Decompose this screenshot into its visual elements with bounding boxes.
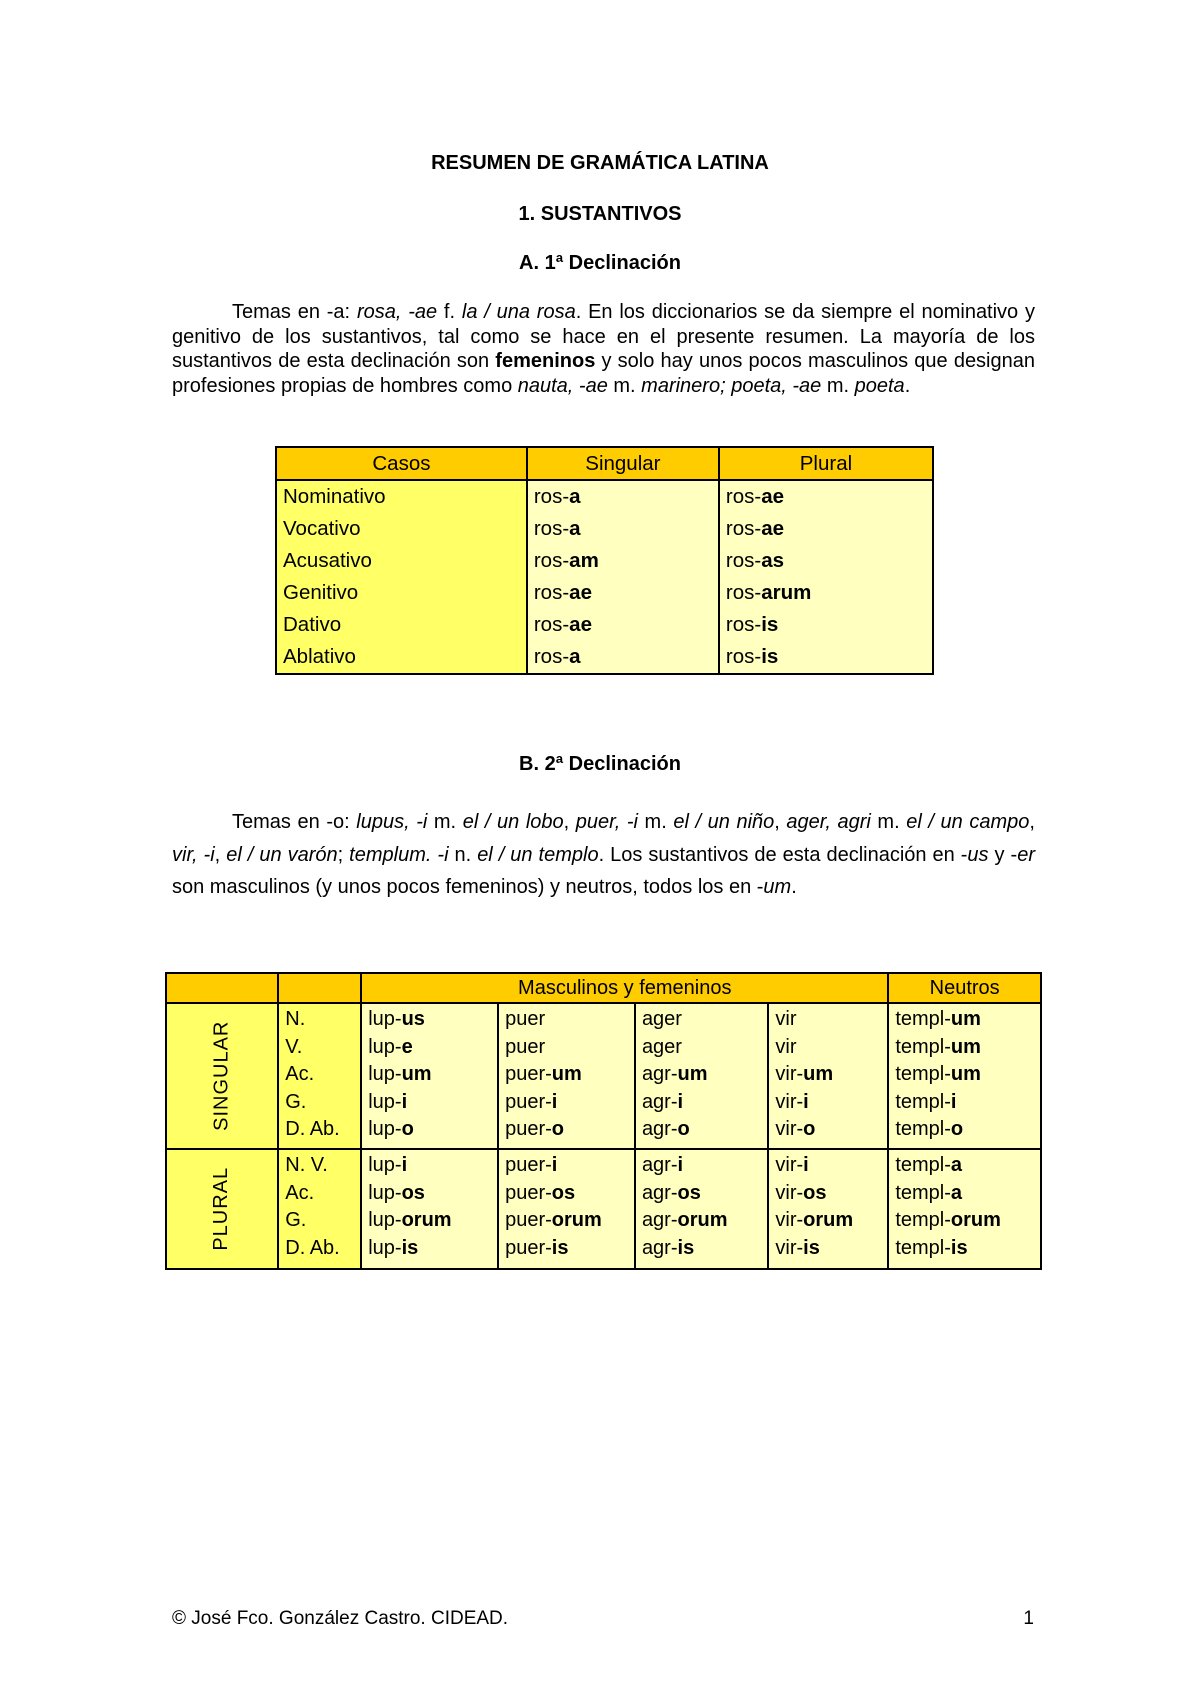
- document-title: RESUMEN DE GRAMÁTICA LATINA: [431, 152, 769, 174]
- case-name: Vocativo: [276, 513, 527, 545]
- stem: templ-: [895, 1063, 951, 1085]
- text-run: n.: [448, 843, 478, 866]
- ending: i: [950, 1090, 957, 1113]
- ending: i: [551, 1090, 558, 1113]
- singular-form: [527, 609, 719, 641]
- declined-form: [895, 1006, 1034, 1034]
- table-row: [276, 609, 933, 641]
- stem: ros-: [533, 549, 570, 572]
- stem: puer: [505, 1035, 546, 1058]
- text-run: ;: [337, 843, 350, 866]
- ending: ae: [569, 581, 592, 604]
- ending: is: [803, 1236, 820, 1259]
- ending: um: [401, 1063, 432, 1085]
- text-run: m.: [427, 811, 463, 833]
- column-header-singular: Singular: [527, 447, 719, 480]
- stem: agr-: [641, 1118, 678, 1140]
- stem: templ-: [895, 1154, 951, 1176]
- plural-form: [719, 513, 933, 545]
- declined-form: [775, 1235, 881, 1263]
- stem: ros-: [725, 645, 762, 668]
- text-run: .: [904, 374, 911, 397]
- text-run: femeninos: [495, 350, 596, 373]
- declined-form: [895, 1180, 1034, 1208]
- plural-row-group: [166, 1149, 1041, 1269]
- declension-2-heading: B. 2ª Declinación: [519, 753, 681, 775]
- text-run: Temas en -a:: [232, 301, 357, 323]
- ager-plural-forms: [635, 1149, 768, 1269]
- plural-form: [719, 480, 933, 513]
- table-row: [276, 641, 933, 674]
- vir-plural-forms: [768, 1149, 888, 1269]
- stem: templ-: [895, 1008, 951, 1030]
- ending: a: [569, 645, 581, 668]
- puer-singular-forms: [498, 1003, 635, 1149]
- text-run: Temas en -o:: [232, 811, 357, 833]
- stem: ros-: [533, 645, 570, 668]
- text-run: ,: [214, 843, 227, 866]
- declined-form: [368, 1235, 491, 1263]
- declined-form: [505, 1235, 628, 1263]
- declined-form: [505, 1207, 628, 1235]
- declined-form: [775, 1089, 881, 1117]
- ending: os: [551, 1181, 576, 1204]
- stem: lup-: [368, 1209, 402, 1231]
- ending: am: [569, 549, 599, 572]
- templum-singular-forms: [888, 1003, 1041, 1149]
- declined-form: [895, 1116, 1034, 1144]
- declined-form: [505, 1089, 628, 1117]
- ending: is: [761, 613, 779, 636]
- header-blank: [166, 973, 278, 1003]
- stem: vir: [775, 1008, 797, 1030]
- text-run: rosa, -ae: [356, 301, 438, 323]
- ending: i: [401, 1154, 408, 1176]
- declined-form: [642, 1207, 761, 1235]
- ending: um: [950, 1035, 981, 1058]
- case-name: Dativo: [276, 609, 527, 641]
- stem: puer-: [505, 1236, 552, 1259]
- ending: o: [677, 1118, 690, 1140]
- ending: os: [803, 1181, 827, 1204]
- case-name: Nominativo: [276, 480, 527, 513]
- stem: lup-: [368, 1118, 402, 1140]
- declined-form: [368, 1180, 491, 1208]
- stem: vir-: [775, 1090, 804, 1113]
- text-run: marinero; poeta, -ae: [641, 374, 822, 397]
- declined-form: [505, 1152, 628, 1180]
- stem: vir-: [775, 1181, 804, 1204]
- declined-form: [642, 1152, 761, 1180]
- text-run: . En los diccionarios se da siempre el nominativo y genitivo de los sustantivos, tal como se hace en el presente resumen. La mayoría de los sustantivos de esta declinación son: [172, 301, 1035, 373]
- stem: lup-: [368, 1063, 402, 1085]
- ending: a: [569, 517, 581, 540]
- templum-plural-forms: [888, 1149, 1041, 1269]
- plural-form: [719, 641, 933, 674]
- ending: a: [950, 1181, 963, 1204]
- table-row: [276, 480, 933, 513]
- stem: agr-: [641, 1063, 678, 1085]
- text-run: vir, -i: [172, 843, 215, 866]
- ending: is: [677, 1236, 695, 1259]
- stem: vir: [775, 1035, 797, 1058]
- ending: ae: [761, 517, 785, 540]
- ending: is: [551, 1236, 569, 1259]
- ending: o: [803, 1118, 816, 1140]
- column-header-casos: Casos: [276, 447, 527, 480]
- declined-form: [775, 1061, 881, 1089]
- text-run: el / un niño: [673, 811, 775, 833]
- stem: puer: [505, 1008, 546, 1030]
- singular-form: [527, 513, 719, 545]
- declension-1-heading: A. 1ª Declinación: [519, 252, 681, 274]
- lupus-singular-forms: [361, 1003, 498, 1149]
- table-header-row: [166, 973, 1041, 1003]
- text-run: templum. -i: [349, 843, 449, 866]
- ending: i: [677, 1154, 684, 1176]
- text-run: el / un campo: [906, 811, 1030, 833]
- declined-form: [642, 1180, 761, 1208]
- stem: templ-: [895, 1118, 951, 1140]
- text-run: nauta, -ae: [517, 374, 608, 397]
- text-run: lupus, -i: [356, 811, 428, 833]
- ending: orum: [803, 1209, 854, 1231]
- ending: i: [803, 1090, 809, 1113]
- text-run: m.: [870, 811, 907, 833]
- stem: puer-: [505, 1063, 552, 1085]
- plural-label: PLURAL: [210, 1167, 233, 1251]
- text-run: ,: [563, 811, 576, 833]
- ending: ae: [569, 613, 592, 636]
- page-footer: [172, 1608, 1034, 1630]
- ending: um: [950, 1008, 981, 1030]
- ending: orum: [950, 1209, 1001, 1231]
- case-abbreviation: G.: [285, 1090, 307, 1113]
- declined-form: [895, 1235, 1034, 1263]
- ending: i: [677, 1090, 684, 1113]
- header-masculine-feminine: Masculinos y femeninos: [361, 973, 888, 1003]
- stem: templ-: [895, 1181, 951, 1204]
- case-abbreviation: G.: [285, 1209, 307, 1231]
- text-run: y -: [988, 843, 1018, 866]
- declined-form: [895, 1089, 1034, 1117]
- stem: lup-: [368, 1035, 402, 1058]
- declined-form: [775, 1152, 881, 1180]
- text-run: m.: [607, 374, 642, 397]
- ending: orum: [551, 1209, 602, 1231]
- declined-form: [505, 1006, 628, 1034]
- case-abbreviation: N. V.: [285, 1154, 328, 1176]
- declined-form: [642, 1034, 761, 1062]
- ending: is: [401, 1236, 419, 1259]
- header-neuter: Neutros: [888, 973, 1041, 1003]
- declined-form: [775, 1180, 881, 1208]
- singular-form: [527, 577, 719, 609]
- text-run: poeta: [854, 374, 905, 397]
- case-abbreviation: V.: [285, 1035, 303, 1058]
- singular-label-cell: [166, 1003, 278, 1149]
- case-name: Genitivo: [276, 577, 527, 609]
- text-run: el / un varón: [226, 843, 338, 866]
- text-run: el / un lobo: [462, 811, 564, 833]
- declined-form: [895, 1034, 1034, 1062]
- ager-singular-forms: [635, 1003, 768, 1149]
- second-declension-table: [165, 972, 1042, 1270]
- ending: is: [761, 645, 779, 668]
- ending: arum: [761, 581, 812, 604]
- stem: puer-: [505, 1209, 552, 1231]
- declined-form: [642, 1061, 761, 1089]
- stem: agr-: [641, 1181, 678, 1204]
- declension-1-paragraph: [172, 300, 1035, 398]
- declined-form: [368, 1061, 491, 1089]
- table-row: [276, 545, 933, 577]
- stem: ros-: [725, 517, 762, 540]
- stem: templ-: [895, 1209, 951, 1231]
- declined-form: [642, 1235, 761, 1263]
- declined-form: [505, 1116, 628, 1144]
- column-header-plural: Plural: [719, 447, 933, 480]
- stem: ros-: [533, 517, 570, 540]
- ending: as: [761, 549, 785, 572]
- ending: um: [677, 1063, 708, 1085]
- stem: agr-: [641, 1090, 678, 1113]
- ending: os: [677, 1181, 701, 1204]
- stem: agr-: [641, 1209, 678, 1231]
- declined-form: [775, 1116, 881, 1144]
- singular-form: [527, 641, 719, 674]
- plural-form: [719, 545, 933, 577]
- ending: is: [950, 1236, 968, 1259]
- case-abbreviation: D. Ab.: [285, 1236, 340, 1259]
- declined-form: [895, 1207, 1034, 1235]
- declined-form: [895, 1152, 1034, 1180]
- ending: i: [803, 1154, 809, 1176]
- table-row: [276, 513, 933, 545]
- ending: a: [950, 1154, 963, 1176]
- ending: i: [551, 1154, 558, 1176]
- declined-form: [642, 1116, 761, 1144]
- stem: lup-: [368, 1008, 402, 1030]
- stem: puer-: [505, 1118, 552, 1140]
- text-run: f.: [437, 301, 462, 323]
- text-run: puer, -i: [575, 811, 638, 833]
- declined-form: [505, 1180, 628, 1208]
- case-abbreviation: Ac.: [285, 1181, 315, 1204]
- stem: puer-: [505, 1154, 552, 1176]
- singular-form: [527, 480, 719, 513]
- singular-case-abbreviations: [278, 1003, 361, 1149]
- case-abbreviation: Ac.: [285, 1063, 315, 1085]
- declension-2-paragraph: [172, 806, 1035, 904]
- stem: agr-: [641, 1154, 678, 1176]
- declined-form: [368, 1207, 491, 1235]
- singular-form: [527, 545, 719, 577]
- plural-case-abbreviations: [278, 1149, 361, 1269]
- stem: templ-: [895, 1035, 951, 1058]
- declined-form: [368, 1152, 491, 1180]
- ending: orum: [401, 1209, 452, 1231]
- plural-label-cell: [166, 1149, 278, 1269]
- text-run: son masculinos (y unos pocos femeninos) y neutros, todos los en -: [172, 876, 764, 898]
- text-run: ager, agri: [786, 811, 871, 833]
- stem: ros-: [725, 485, 762, 508]
- stem: ager: [641, 1008, 682, 1030]
- declined-form: [368, 1116, 491, 1144]
- stem: vir-: [775, 1209, 804, 1231]
- ending: e: [401, 1035, 413, 1058]
- text-run: us: [967, 843, 989, 866]
- ending: orum: [677, 1209, 728, 1231]
- stem: ros-: [533, 581, 570, 604]
- declined-form: [368, 1006, 491, 1034]
- ending: us: [401, 1008, 425, 1030]
- lupus-plural-forms: [361, 1149, 498, 1269]
- ending: o: [401, 1118, 414, 1140]
- singular-label: SINGULAR: [210, 1020, 233, 1132]
- ending: um: [803, 1063, 834, 1085]
- stem: lup-: [368, 1090, 402, 1113]
- page-number: 1: [1023, 1608, 1034, 1629]
- text-run: . Los sustantivos de esta declinación en -: [598, 843, 968, 866]
- stem: templ-: [895, 1090, 951, 1113]
- ending: o: [551, 1118, 564, 1140]
- declined-form: [775, 1207, 881, 1235]
- stem: ros-: [725, 581, 762, 604]
- text-run: el / un templo: [477, 843, 599, 866]
- ending: i: [401, 1090, 408, 1113]
- declined-form: [895, 1061, 1034, 1089]
- table-row: [276, 577, 933, 609]
- declined-form: [368, 1034, 491, 1062]
- text-run: ,: [774, 811, 787, 833]
- declined-form: [368, 1089, 491, 1117]
- declined-form: [642, 1006, 761, 1034]
- vir-singular-forms: [768, 1003, 888, 1149]
- singular-row-group: [166, 1003, 1041, 1149]
- text-run: um: [763, 876, 792, 898]
- stem: lup-: [368, 1236, 402, 1259]
- stem: ros-: [533, 485, 570, 508]
- stem: vir-: [775, 1063, 804, 1085]
- stem: ros-: [533, 613, 570, 636]
- ending: um: [551, 1063, 582, 1085]
- stem: templ-: [895, 1236, 951, 1259]
- ending: os: [401, 1181, 425, 1204]
- text-run: m.: [821, 374, 855, 397]
- stem: agr-: [641, 1236, 678, 1259]
- stem: ros-: [725, 549, 762, 572]
- ending: um: [950, 1063, 981, 1085]
- first-declension-table: [275, 446, 934, 675]
- stem: ager: [641, 1035, 682, 1058]
- text-run: er: [1017, 843, 1035, 866]
- puer-plural-forms: [498, 1149, 635, 1269]
- ending: a: [569, 485, 581, 508]
- stem: vir-: [775, 1236, 804, 1259]
- table-header-row: [276, 447, 933, 480]
- stem: vir-: [775, 1154, 804, 1176]
- stem: lup-: [368, 1154, 402, 1176]
- case-abbreviation: D. Ab.: [285, 1118, 340, 1140]
- case-abbreviation: N.: [285, 1008, 306, 1030]
- declined-form: [505, 1061, 628, 1089]
- declined-form: [505, 1034, 628, 1062]
- declined-form: [775, 1034, 881, 1062]
- case-name: Acusativo: [276, 545, 527, 577]
- case-name: Ablativo: [276, 641, 527, 674]
- ending: o: [950, 1118, 964, 1140]
- header-blank: [278, 973, 361, 1003]
- footer-copyright: © José Fco. González Castro. CIDEAD.: [172, 1608, 509, 1629]
- text-run: y solo hay unos pocos masculinos que designan profesiones propias de hombres como: [172, 350, 1035, 397]
- declined-form: [775, 1006, 881, 1034]
- text-run: la / una rosa: [461, 301, 576, 323]
- text-run: ,: [1029, 811, 1035, 833]
- stem: puer-: [505, 1181, 552, 1204]
- text-run: .: [791, 876, 797, 898]
- stem: vir-: [775, 1118, 804, 1140]
- declined-form: [642, 1089, 761, 1117]
- stem: puer-: [505, 1090, 552, 1113]
- stem: lup-: [368, 1181, 402, 1204]
- plural-form: [719, 577, 933, 609]
- ending: ae: [761, 485, 785, 508]
- section-heading: 1. SUSTANTIVOS: [518, 203, 682, 225]
- stem: ros-: [725, 613, 762, 636]
- plural-form: [719, 609, 933, 641]
- text-run: m.: [637, 811, 674, 833]
